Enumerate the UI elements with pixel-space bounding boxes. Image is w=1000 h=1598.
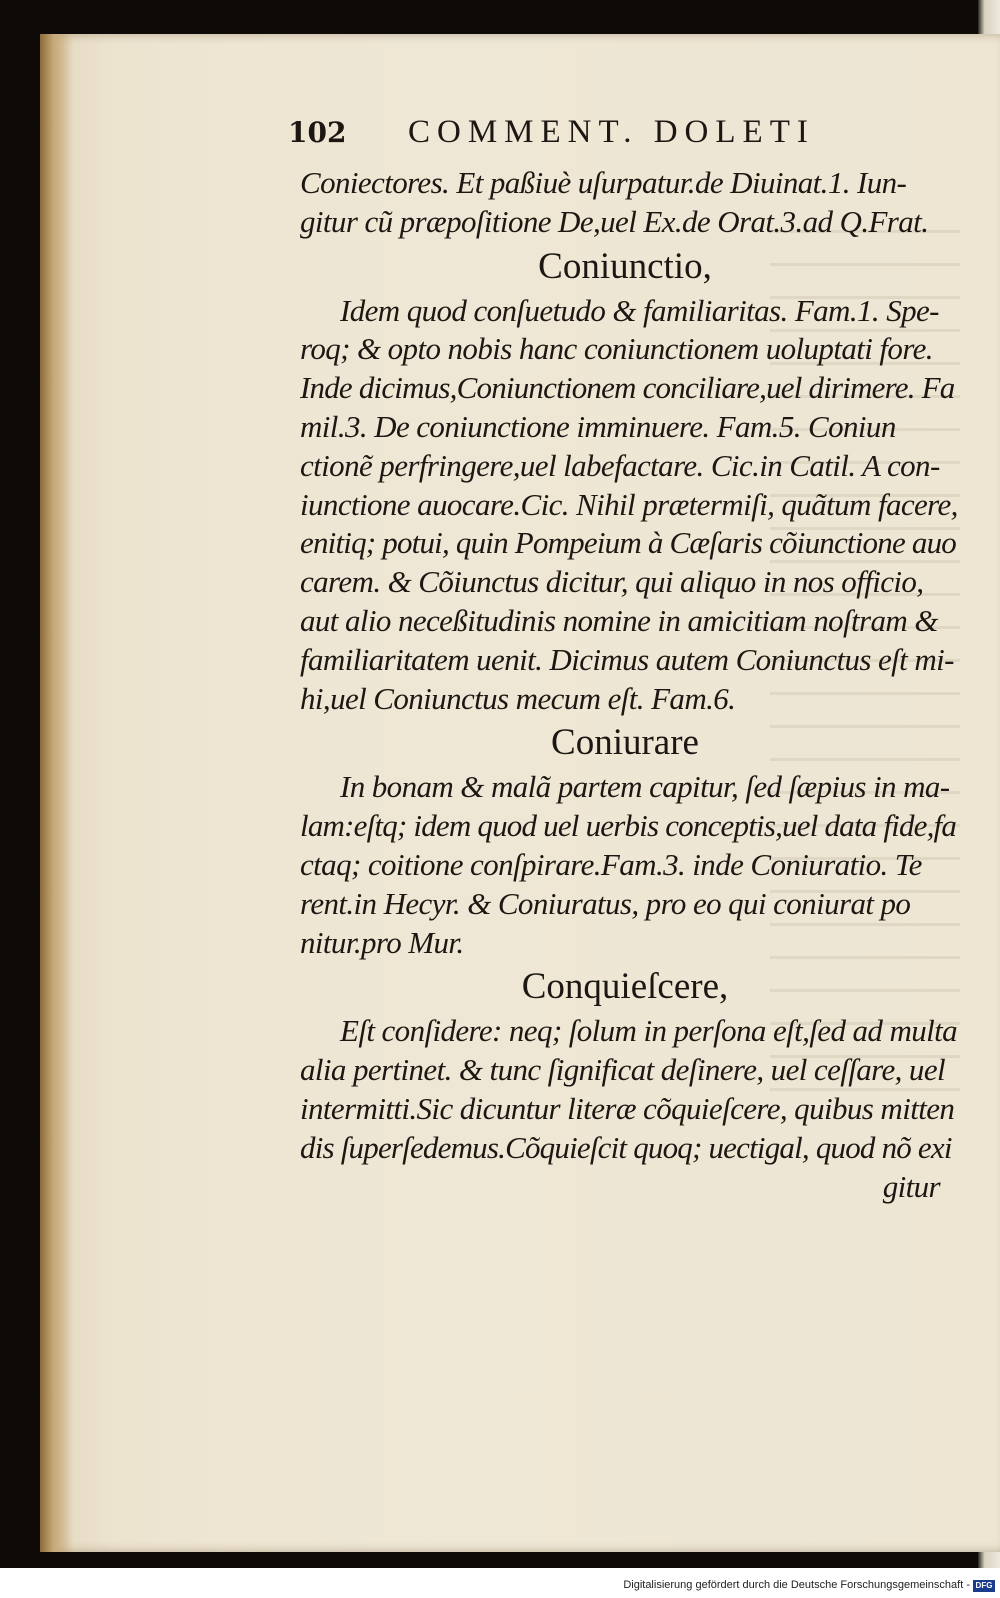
page-gutter-shadow — [40, 34, 74, 1552]
body-text — [300, 164, 960, 1206]
text-line: dis ſuperſedemus.Cõquieſcit quoq; uectigal, quod nõ exi — [300, 1129, 952, 1165]
text-line: mil.3. De coniunctione imminuere. Fam.5. Coniun — [300, 408, 896, 444]
text-line: enitiq; potui, quin Pompeium à Cæſaris cõiunctione auo — [300, 525, 956, 561]
catchword: gitur — [882, 1168, 940, 1204]
text-line: familiaritatem uenit. Dicimus autem Coniunctus eſt mi- — [300, 641, 954, 677]
text-line: aut alio neceßitudinis nomine in amicitiam noſtram & — [300, 602, 938, 638]
text-line: gitur cũ præpoſitione De,uel Ex.de Orat.3.ad Q.Frat. — [300, 203, 929, 239]
dfg-logo: DFG — [973, 1580, 995, 1592]
text-line: Eſt conſidere: neq; ſolum in perſona eſt,ſed ad multa — [340, 1013, 958, 1049]
digitization-footer — [0, 1568, 1000, 1598]
text-line: intermitti.Sic dicuntur literæ cõquieſcere, quibus mitten — [300, 1090, 955, 1126]
text-line: carem. & Cõiunctus dicitur, qui aliquo in nos officio, — [300, 564, 924, 600]
text-line: Idem quod conſuetudo & familiaritas. Fam.1. Spe- — [340, 292, 939, 328]
text-line: iunctione auocare.Cic. Nihil prætermiſi, quãtum facere, — [300, 486, 958, 522]
text-line: Inde dicimus,Coniunctionem conciliare,uel dirimere. Fa — [300, 370, 955, 406]
text-line: lam:eſtq; idem quod uel uerbis conceptis,uel data fide,fa — [300, 808, 957, 844]
text-line: Coniectores. Et paßiuè uſurpatur.de Diuinat.1. Iun- — [300, 165, 907, 200]
text-line: nitur.pro Mur. — [300, 924, 464, 960]
page-number: 102 — [288, 116, 347, 149]
text-line: alia pertinet. & tunc ſignificat deſinere, uel ceſſare, uel — [300, 1052, 945, 1088]
text-line: hi,uel Coniunctus mecum eſt. Fam.6. — [300, 680, 736, 716]
entry-heading: Coniurare — [551, 722, 699, 764]
running-title: COMMENT. DOLETI — [408, 114, 815, 150]
text-line: rent.in Hecyr. & Coniuratus, pro eo qui coniurat po — [300, 885, 911, 921]
text-line: ctionẽ perfringere,uel labefactare. Cic.in Catil. A con- — [300, 447, 940, 483]
entry-heading: Conquieſcere, — [521, 966, 729, 1008]
text-line: roq; & opto nobis hanc coniunctionem uoluptati fore. — [300, 331, 933, 367]
entry-heading: Coniunctio, — [538, 245, 712, 287]
text-line: ctaq; coitione conſpirare.Fam.3. inde Coniuratio. Te — [300, 846, 922, 882]
page-text-block — [288, 114, 960, 1206]
text-line: In bonam & malã partem capitur, ſed ſæpius in ma- — [340, 769, 950, 805]
funding-notice: Digitalisierung gefördert durch die Deutsche Forschungsgemeinschaft - — [623, 1579, 970, 1591]
running-head — [288, 114, 960, 164]
